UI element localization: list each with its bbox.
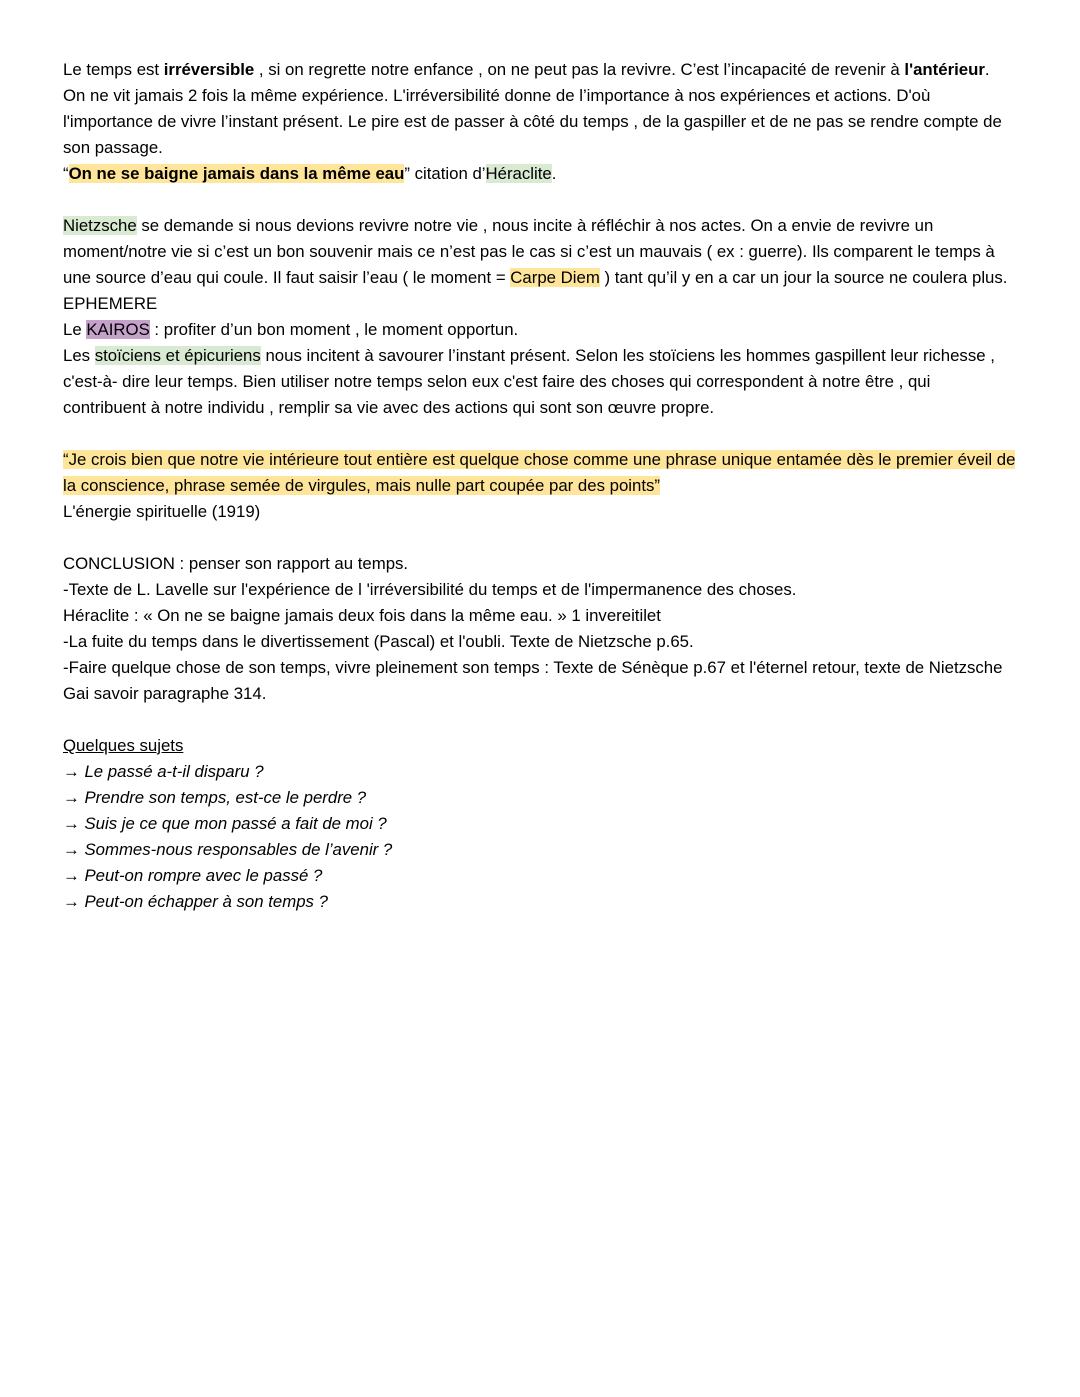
text-run: ” bbox=[404, 164, 410, 183]
text-run: L'énergie spirituelle (1919) bbox=[63, 502, 261, 521]
text-run: Les bbox=[63, 346, 95, 365]
text-run: Le bbox=[63, 320, 87, 339]
text-run: citation d’ bbox=[409, 164, 486, 183]
conclusion-line: -La fuite du temps dans le divertissement (Pascal) et l'oubli. Texte de Nietzsche p.65. bbox=[63, 632, 694, 651]
text-run: se demande si nous devions revivre notre vie , nous incite à réfléchir à nos actes. On a envie de revivre un moment/notre vie si c’est un bon souvenir mais ce n’est pas le cas si c’est un mauvais ( ex : guerre). Ils comparent le temps à une source d’eau qui coule. Il faut saisir l’eau ( le moment = bbox=[63, 216, 995, 287]
text-run: : profiter d’un bon moment , le moment opportun. bbox=[149, 320, 519, 339]
highlight-yellow-run: On ne se baigne jamais dans la même eau bbox=[68, 164, 405, 183]
subject-item: → Sommes-nous responsables de l’avenir ? bbox=[63, 840, 393, 859]
highlight-green-run: Héraclite bbox=[485, 164, 552, 183]
bold-run: irréversible bbox=[163, 60, 255, 79]
paragraph-conclusion bbox=[63, 551, 1016, 707]
text-run: Le temps est bbox=[63, 60, 164, 79]
subject-item: → Peut-on échapper à son temps ? bbox=[63, 892, 328, 911]
text-run: . bbox=[551, 164, 557, 183]
subject-item: → Le passé a-t-il disparu ? bbox=[63, 762, 264, 781]
highlight-yellow-run: Carpe Diem bbox=[510, 268, 600, 287]
text-run: , si on regrette notre enfance , on ne peut pas la revivre. C’est l’incapacité de revenir à bbox=[254, 60, 905, 79]
text-run: “ bbox=[63, 164, 69, 183]
subject-item: → Suis je ce que mon passé a fait de moi ? bbox=[63, 814, 387, 833]
paragraph-citation-energie-spirituelle bbox=[63, 447, 1016, 525]
conclusion-line: -Faire quelque chose de son temps, vivre pleinement son temps : Texte de Sénèque p.67 et l'éternel retour, texte de Nietzsche Gai savoir paragraphe 314. bbox=[63, 658, 1003, 703]
text-run: . On ne vit jamais 2 fois la même expérience. L'irréversibilité donne de l’importance à nos expériences et actions. D'où l'importance de vivre l’instant présent. Le pire est de passer à côté du temps , de la gaspiller et de ne pas se rendre compte de son passage. bbox=[63, 60, 1002, 157]
highlight-purple-run: KAIROS bbox=[86, 320, 150, 339]
subjects-heading: Quelques sujets bbox=[63, 736, 184, 755]
text-run: ) tant qu’il y en a car un jour la source ne coulera plus. EPHEMERE bbox=[63, 268, 1008, 313]
paragraph-nietzsche-kairos bbox=[63, 213, 1016, 421]
paragraph-temps-irreversible bbox=[63, 57, 1016, 187]
section-quelques-sujets bbox=[63, 733, 1016, 915]
conclusion-line: Héraclite : « On ne se baigne jamais deux fois dans la même eau. » 1 invereitilet bbox=[63, 606, 661, 625]
subject-item: → Prendre son temps, est-ce le perdre ? bbox=[63, 788, 367, 807]
conclusion-line: CONCLUSION : penser son rapport au temps. bbox=[63, 554, 409, 573]
text-run: nous incitent à savourer l’instant présent. Selon les stoïciens les hommes gaspillent leur richesse , c'est-à- dire leur temps. Bien utiliser notre temps selon eux c'est faire des choses qui correspondent à notre être , qui contribuent à notre individu , remplir sa vie avec des actions qui sont son œuvre propre. bbox=[63, 346, 995, 417]
highlight-green-run: Nietzsche bbox=[63, 216, 137, 235]
highlight-yellow-run: “Je crois bien que notre vie intérieure tout entière est quelque chose comme une phrase unique entamée dès le premier éveil de la conscience, phrase semée de virgules, mais nulle part coupée par des points” bbox=[63, 450, 1016, 495]
subject-item: → Peut-on rompre avec le passé ? bbox=[63, 866, 323, 885]
highlight-green-run: stoïciens et épicuriens bbox=[94, 346, 261, 365]
bold-run: l'antérieur bbox=[904, 60, 985, 79]
conclusion-line: -Texte de L. Lavelle sur l'expérience de l 'irréversibilité du temps et de l'impermanence des choses. bbox=[63, 580, 797, 599]
